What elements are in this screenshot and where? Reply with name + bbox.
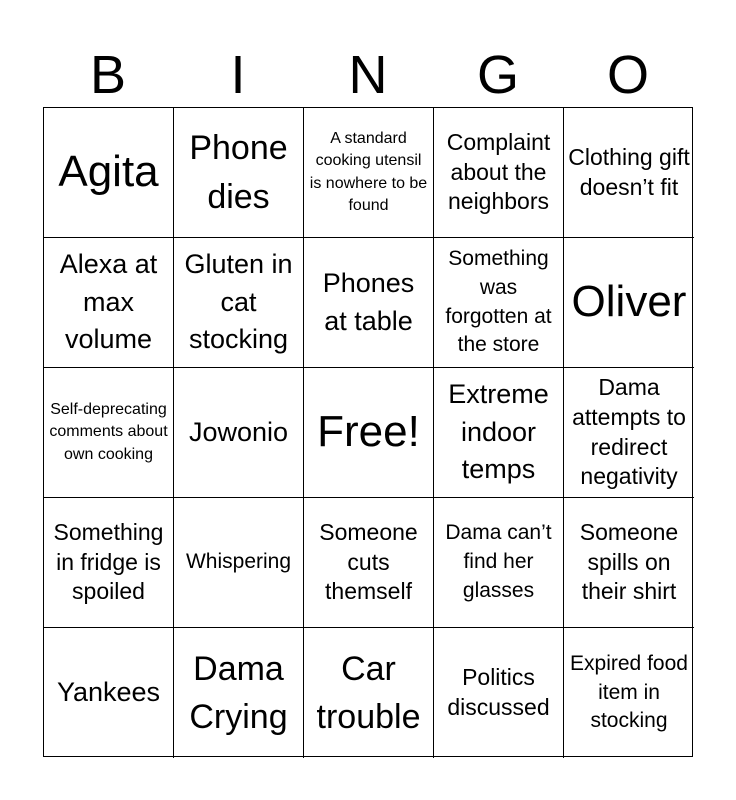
bingo-cell[interactable]: Self-deprecating comments about own cooking: [44, 368, 174, 498]
bingo-cell[interactable]: Yankees: [44, 628, 174, 758]
bingo-board: [43, 107, 693, 757]
bingo-cell[interactable]: Jowonio: [174, 368, 304, 498]
bingo-cell[interactable]: Politics discussed: [434, 628, 564, 758]
bingo-cell[interactable]: Something was forgotten at the store: [434, 238, 564, 368]
header-letter-o: O: [606, 45, 649, 105]
bingo-cell[interactable]: Extreme indoor temps: [434, 368, 564, 498]
bingo-cell[interactable]: A standard cooking utensil is nowhere to be found: [304, 108, 434, 238]
bingo-cell[interactable]: Clothing gift doesn’t fit: [564, 108, 694, 238]
bingo-cell[interactable]: Agita: [44, 108, 174, 238]
bingo-cell[interactable]: Expired food item in stocking: [570, 651, 688, 733]
bingo-cell[interactable]: Whispering: [174, 498, 304, 628]
bingo-cell[interactable]: Dama can’t find her glasses: [434, 498, 564, 628]
bingo-header: [43, 40, 693, 108]
bingo-cell[interactable]: Someone spills on their shirt: [564, 498, 694, 628]
bingo-cell[interactable]: Car trouble: [304, 628, 434, 758]
header-letter-b: B: [89, 45, 127, 105]
bingo-cell[interactable]: Dama attempts to redirect negativity: [564, 368, 694, 498]
bingo-cell[interactable]: Alexa at max volume: [44, 238, 174, 368]
header-letter-i: I: [230, 45, 246, 105]
bingo-cell[interactable]: Someone cuts themself: [304, 498, 434, 628]
bingo-cell[interactable]: Complaint about the neighbors: [434, 108, 564, 238]
bingo-cell[interactable]: Phones at table: [304, 238, 434, 368]
free-cell[interactable]: Free!: [304, 368, 434, 498]
header-letter-n: N: [348, 45, 388, 105]
bingo-cell[interactable]: Something in fridge is spoiled: [44, 498, 174, 628]
bingo-cell[interactable]: Gluten in cat stocking: [174, 238, 304, 368]
header-letter-g: G: [476, 45, 519, 105]
bingo-cell[interactable]: Dama Crying: [174, 628, 304, 758]
bingo-cell[interactable]: Oliver: [564, 238, 694, 368]
bingo-cell[interactable]: Phone dies: [174, 108, 304, 238]
